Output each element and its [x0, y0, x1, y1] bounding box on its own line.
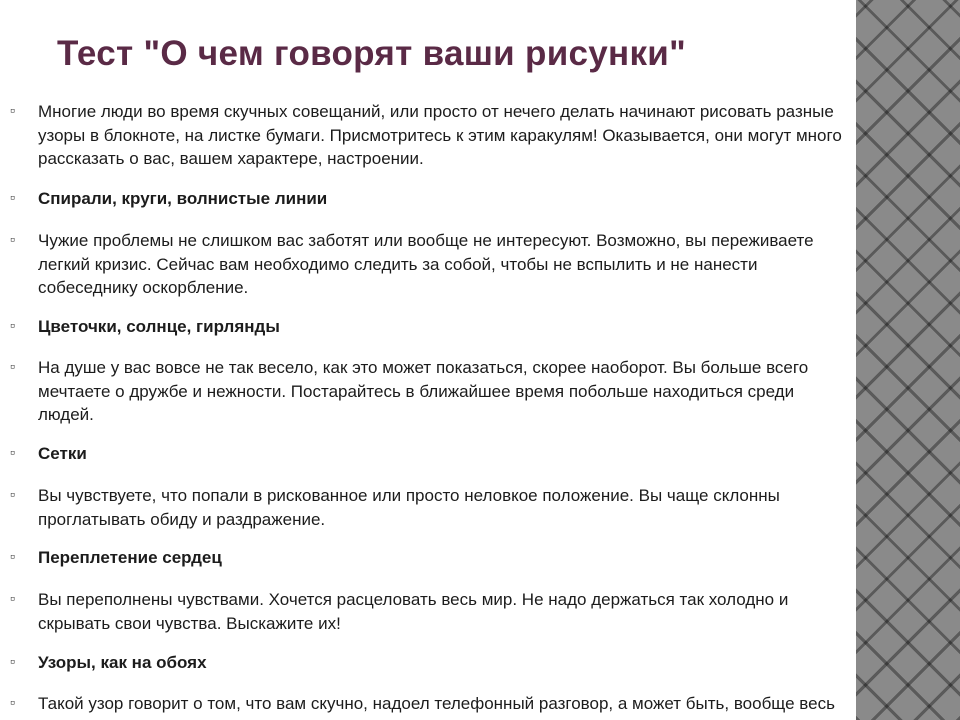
text-line: Вы чувствуете, что попали в рискованное или просто неловкое положение. Вы чаще склонны [38, 486, 780, 505]
text-line: скрывать свои чувства. Выскажите их! [38, 613, 341, 633]
square-bullet-icon: ▫ [10, 548, 15, 564]
text-line: людей. [38, 405, 94, 424]
square-bullet-icon: ▫ [10, 653, 15, 669]
paragraph [38, 229, 953, 300]
page-title: Тест "О чем говорят ваши рисунки" [57, 34, 687, 73]
paragraph [38, 692, 953, 716]
square-bullet-icon: ▫ [10, 444, 15, 460]
square-bullet-icon: ▫ [10, 102, 15, 118]
square-bullet-icon: ▫ [10, 231, 15, 247]
paragraph [38, 588, 953, 635]
paragraph-intro [38, 100, 953, 171]
text-line: собеседнику оскорбление. [38, 278, 249, 297]
section-heading: Спирали, круги, волнистые линии [38, 189, 328, 208]
text-line: Такой узор говорит о том, что вам скучно, надоел телефонный разговор, а может быть, вообще весь [38, 694, 835, 713]
paragraph [38, 484, 953, 531]
text-line: проглатывать обиду и раздражение. [38, 509, 326, 529]
text-line: рассказать о вас, вашем характере, настроении. [38, 149, 424, 168]
square-bullet-icon: ▫ [10, 189, 15, 205]
text-line: легкий кризис. Сейчас вам необходимо следить за собой, чтобы не вспылить и не нанести [38, 254, 758, 274]
paragraph [38, 356, 953, 427]
section-heading: Сетки [38, 444, 87, 463]
text-line: Вы переполнены чувствами. Хочется расцеловать весь мир. Не надо держаться так холодно и [38, 590, 789, 609]
text-line: мечтаете о дружбе и нежности. Постарайтесь в ближайшее время побольше находиться среди [38, 381, 795, 401]
square-bullet-icon: ▫ [10, 358, 15, 374]
text-line: Чужие проблемы не слишком вас заботят или вообще не интересуют. Возможно, вы переживаете [38, 231, 814, 250]
section-heading: Переплетение сердец [38, 548, 222, 567]
section-heading: Узоры, как на обоях [38, 653, 207, 672]
text-line: На душе у вас вовсе не так весело, как это может показаться, скорее наоборот. Вы больше всего [38, 358, 809, 377]
section-heading: Цветочки, солнце, гирлянды [38, 317, 280, 336]
text-line: Многие люди во время скучных совещаний, или просто от нечего делать начинают рисовать разные [38, 102, 834, 121]
square-bullet-icon: ▫ [10, 590, 15, 606]
square-bullet-icon: ▫ [10, 694, 15, 710]
square-bullet-icon: ▫ [10, 486, 15, 502]
text-line: узоры в блокноте, на листке бумаги. Присмотритесь к этим каракулям! Оказывается, они могут много [38, 125, 842, 145]
square-bullet-icon: ▫ [10, 317, 15, 333]
